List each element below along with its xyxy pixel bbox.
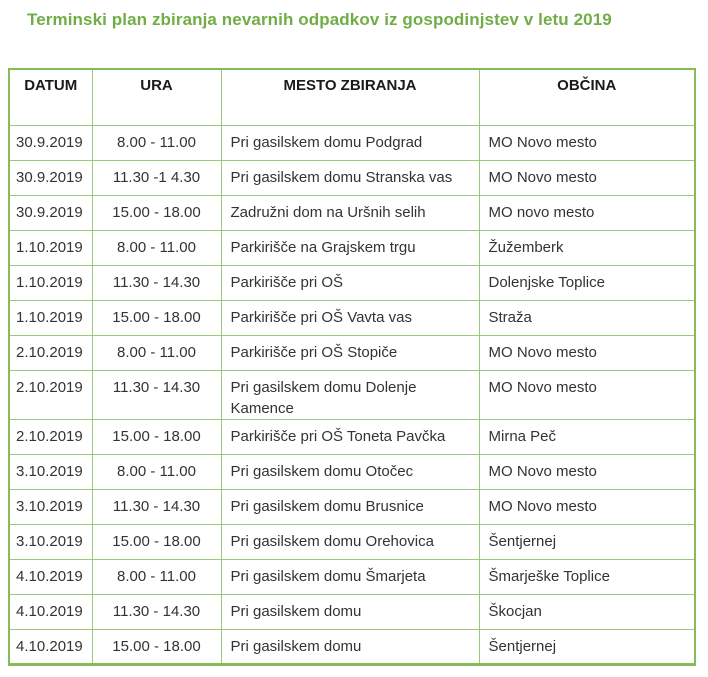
cell-mesto: Parkirišče pri OŠ Stopiče xyxy=(221,335,479,370)
table-row xyxy=(9,160,695,195)
column-header-datum: DATUM xyxy=(9,69,92,125)
cell-datum: 30.9.2019 xyxy=(9,160,92,195)
cell-ura: 11.30 - 14.30 xyxy=(92,265,221,300)
table-row xyxy=(9,524,695,559)
cell-datum: 4.10.2019 xyxy=(9,559,92,594)
cell-mesto: Pri gasilskem domu Šmarjeta xyxy=(221,559,479,594)
cell-datum: 3.10.2019 xyxy=(9,524,92,559)
cell-datum: 4.10.2019 xyxy=(9,629,92,664)
cell-ura: 15.00 - 18.00 xyxy=(92,419,221,454)
cell-obcina: MO Novo mesto xyxy=(479,160,695,195)
cell-ura: 11.30 - 14.30 xyxy=(92,594,221,629)
cell-ura: 8.00 - 11.00 xyxy=(92,559,221,594)
cell-datum: 4.10.2019 xyxy=(9,594,92,629)
cell-mesto: Pri gasilskem domu Orehovica xyxy=(221,524,479,559)
table-row xyxy=(9,300,695,335)
cell-mesto: Parkirišče na Grajskem trgu xyxy=(221,230,479,265)
cell-obcina: MO Novo mesto xyxy=(479,335,695,370)
cell-ura: 8.00 - 11.00 xyxy=(92,335,221,370)
cell-mesto: Pri gasilskem domu Stranska vas xyxy=(221,160,479,195)
cell-obcina: MO Novo mesto xyxy=(479,454,695,489)
cell-mesto: Pri gasilskem domu Brusnice xyxy=(221,489,479,524)
cell-ura: 8.00 - 11.00 xyxy=(92,230,221,265)
cell-obcina: MO novo mesto xyxy=(479,195,695,230)
column-header-ura: URA xyxy=(92,69,221,125)
cell-obcina: Škocjan xyxy=(479,594,695,629)
cell-mesto: Pri gasilskem domu xyxy=(221,629,479,664)
cell-obcina: MO Novo mesto xyxy=(479,370,695,419)
page-title: Terminski plan zbiranja nevarnih odpadkov iz gospodinjstev v letu 2019 xyxy=(27,10,612,29)
cell-datum: 30.9.2019 xyxy=(9,125,92,160)
schedule-table xyxy=(8,68,696,666)
cell-mesto: Parkirišče pri OŠ xyxy=(221,265,479,300)
cell-datum: 2.10.2019 xyxy=(9,419,92,454)
cell-datum: 2.10.2019 xyxy=(9,335,92,370)
cell-obcina: Šentjernej xyxy=(479,629,695,664)
table-row xyxy=(9,195,695,230)
cell-ura: 15.00 - 18.00 xyxy=(92,300,221,335)
table-row xyxy=(9,265,695,300)
cell-mesto: Pri gasilskem domu Podgrad xyxy=(221,125,479,160)
table-row xyxy=(9,489,695,524)
cell-obcina: Straža xyxy=(479,300,695,335)
cell-mesto: Pri gasilskem domu Otočec xyxy=(221,454,479,489)
table-row xyxy=(9,559,695,594)
cell-ura: 11.30 - 14.30 xyxy=(92,370,221,419)
table-row xyxy=(9,454,695,489)
cell-obcina: MO Novo mesto xyxy=(479,489,695,524)
cell-obcina: Mirna Peč xyxy=(479,419,695,454)
cell-obcina: Žužemberk xyxy=(479,230,695,265)
cell-mesto: Pri gasilskem domu xyxy=(221,594,479,629)
header-row xyxy=(9,69,695,125)
column-header-mesto: MESTO ZBIRANJA xyxy=(221,69,479,125)
table-body xyxy=(9,125,695,664)
cell-datum: 30.9.2019 xyxy=(9,195,92,230)
cell-obcina: Dolenjske Toplice xyxy=(479,265,695,300)
table-row xyxy=(9,230,695,265)
cell-ura: 15.00 - 18.00 xyxy=(92,629,221,664)
table-row xyxy=(9,125,695,160)
cell-ura: 11.30 -1 4.30 xyxy=(92,160,221,195)
table-row xyxy=(9,629,695,664)
cell-datum: 1.10.2019 xyxy=(9,265,92,300)
cell-mesto: Parkirišče pri OŠ Vavta vas xyxy=(221,300,479,335)
table-row xyxy=(9,335,695,370)
cell-ura: 8.00 - 11.00 xyxy=(92,454,221,489)
cell-mesto: Zadružni dom na Uršnih selih xyxy=(221,195,479,230)
cell-datum: 3.10.2019 xyxy=(9,454,92,489)
cell-ura: 11.30 - 14.30 xyxy=(92,489,221,524)
table-row xyxy=(9,419,695,454)
cell-ura: 8.00 - 11.00 xyxy=(92,125,221,160)
cell-obcina: Šentjernej xyxy=(479,524,695,559)
cell-datum: 1.10.2019 xyxy=(9,230,92,265)
table-row xyxy=(9,370,695,419)
cell-datum: 3.10.2019 xyxy=(9,489,92,524)
cell-mesto: Pri gasilskem domu Dolenje Kamence xyxy=(221,370,479,419)
cell-obcina: Šmarješke Toplice xyxy=(479,559,695,594)
table-row xyxy=(9,594,695,629)
cell-ura: 15.00 - 18.00 xyxy=(92,524,221,559)
cell-datum: 1.10.2019 xyxy=(9,300,92,335)
cell-obcina: MO Novo mesto xyxy=(479,125,695,160)
cell-datum: 2.10.2019 xyxy=(9,370,92,419)
column-header-obcina: OBČINA xyxy=(479,69,695,125)
cell-ura: 15.00 - 18.00 xyxy=(92,195,221,230)
cell-mesto: Parkirišče pri OŠ Toneta Pavčka xyxy=(221,419,479,454)
